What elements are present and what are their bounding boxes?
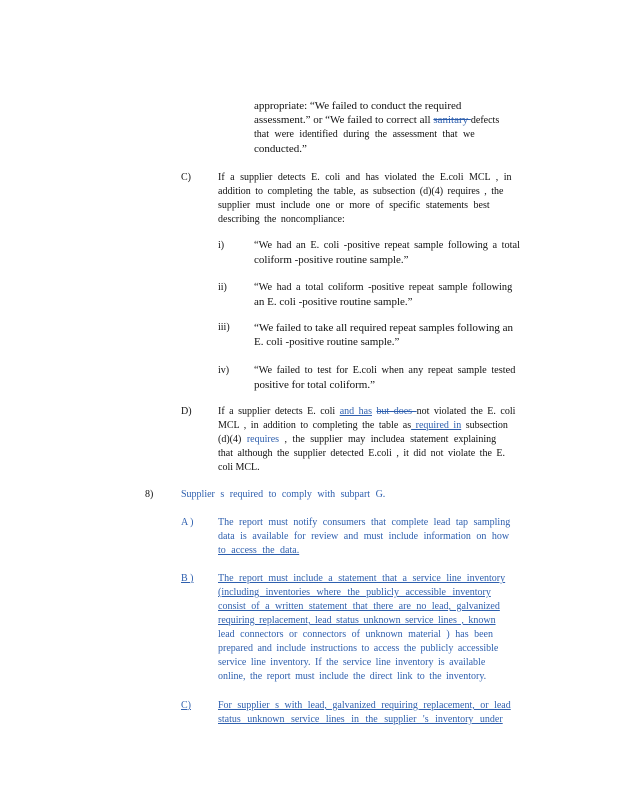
subitem-body: [254, 364, 549, 392]
text-line: addition to completing the table, as subsection (d)(4) requires , the: [218, 186, 504, 197]
text-line: service line inventory. If the service line inventory is available: [218, 657, 486, 668]
text-line: “We had a total coliform -positive repeat sample following: [254, 282, 513, 293]
inserted-text: requires: [246, 434, 280, 445]
text-line: consist of a written statement that there are no lead, galvanized: [218, 601, 500, 612]
text-line: conducted.”: [254, 143, 307, 155]
deleted-text: but does: [376, 406, 417, 417]
item-label-8b: B ): [181, 573, 194, 584]
text-line: positive for total coliform.”: [254, 379, 375, 391]
inserted-text: required in: [411, 420, 462, 431]
text-line: E. coli -positive routine sample.”: [254, 336, 400, 348]
subitem-label: iv): [218, 365, 230, 376]
text-line: prepared and include instructions to access the publicly accessible: [218, 643, 499, 654]
inserted-text: and has: [339, 406, 372, 417]
item-label-8c: C): [181, 700, 191, 711]
text-line: that although the supplier detected E.coli , it did not violate the E.: [218, 448, 505, 459]
text-line: lead connectors or connectors of unknown material ) has been: [218, 629, 493, 640]
item-c-body: [218, 171, 538, 227]
text-line: (including inventories where the publicly accessible inventory: [218, 587, 491, 598]
subitem-label: ii): [218, 282, 227, 293]
text-line: status unknown service lines in the supplier 's inventory under: [218, 714, 503, 725]
item-label-c: C): [181, 172, 191, 183]
text-line: “We had an E. coli -positive repeat sample following a total: [254, 240, 520, 251]
text-line: supplier must include one or more of specific statements best: [218, 200, 490, 211]
text-line: requiring replacement, lead status unknown service lines , known: [218, 615, 496, 626]
subitem-label: i): [218, 240, 225, 251]
subitem-label: iii): [218, 322, 230, 333]
item-8a-body: [218, 516, 548, 558]
text-line: appropriate: “We failed to conduct the required: [254, 100, 462, 112]
text-line: an E. coli -positive routine sample.”: [254, 296, 413, 308]
text-line: For supplier s with lead, galvanized requiring replacement, or lead: [218, 700, 511, 711]
text-line: online, the report must include the direct link to the inventory.: [218, 671, 487, 682]
text-line: “We failed to test for E.coli when any repeat sample tested: [254, 365, 516, 376]
text-line: coliform -positive routine sample.”: [254, 254, 409, 266]
item-d-body: [218, 405, 548, 475]
text-line: that were identified during the assessment that we: [254, 129, 475, 140]
item-label-8a: A ): [181, 517, 194, 528]
subitem-body: [254, 239, 544, 267]
item-label-d: D): [181, 406, 192, 417]
text-line: data is available for review and must include information on how: [218, 531, 510, 542]
text-line: MCL , in addition to completing the table as required in subsection: [218, 420, 508, 431]
section-8-title: Supplier s required to comply with subpart G.: [181, 489, 386, 500]
text-line: describing the noncompliance:: [218, 214, 345, 225]
top-paragraph: [254, 99, 544, 156]
deleted-text: sanitary: [433, 114, 471, 126]
text-line: The report must notify consumers that complete lead tap sampling: [218, 517, 511, 528]
item-8c-body: [218, 699, 548, 727]
section-label-8: 8): [145, 489, 154, 500]
text-line: “We failed to take all required repeat samples following an: [254, 322, 514, 334]
text-line: coli MCL.: [218, 462, 260, 473]
text-line: assessment.” or “We failed to correct all sanitary defects: [254, 114, 500, 126]
text-line: (d)(4) requires , the supplier may includea statement explaining: [218, 434, 497, 445]
text-line: If a supplier detects E. coli and has violated the E.coli MCL , in: [218, 172, 512, 183]
text-line: The report must include a statement that a service line inventory: [218, 573, 506, 584]
subitem-body: [254, 281, 544, 309]
subitem-body: [254, 321, 549, 349]
text-line: to access the data.: [218, 545, 300, 556]
item-8b-body: [218, 572, 548, 684]
text-line: If a supplier detects E. coli and has but does not violated the E. coli: [218, 406, 516, 417]
